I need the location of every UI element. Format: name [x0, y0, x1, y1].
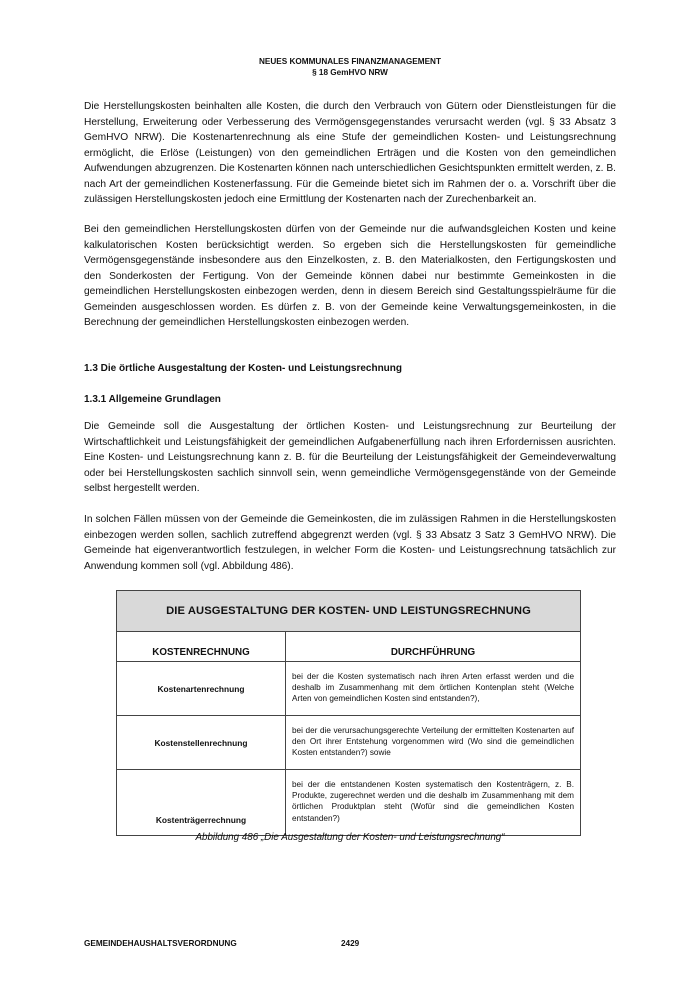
row-name: Kostenträgerrechnung: [117, 770, 286, 836]
kostenrechnung-table: [116, 590, 581, 836]
row-name: Kostenstellenrechnung: [117, 716, 286, 770]
paragraph-grundlagen: Die Gemeinde soll die Ausgestaltung der örtlichen Kosten- und Leistungsrechnung zur Beurteilung der Wirtschaftlichkeit und Leistungsfähigkeit der gemeindlichen Aufgabenerfüllung nach ihren Erfordernissen ausrichten. Eine Kosten- und Leistungsrechnung kann z. B. für die Beurteilung der Leistungsfähigkeit der Gemeindeverwaltung oder bei Herstellungskosten sachlich sinnvoll sein, wenn gemeindliche Vermögensgegenstände von der Gemeinde selbst hergestellt werden.: [84, 421, 616, 494]
footer-title: GEMEINDEHAUSHALTSVERORDNUNG: [84, 939, 237, 948]
column-header-durchfuehrung: DURCHFÜHRUNG: [286, 632, 581, 662]
row-name: Kostenartenrechnung: [117, 662, 286, 716]
column-header-kostenrechnung: KOSTENRECHNUNG: [117, 632, 286, 662]
table-title: DIE AUSGESTALTUNG DER KOSTEN- UND LEISTUNGSRECHNUNG: [117, 591, 581, 632]
row-description: bei der die entstandenen Kosten systematisch den Kostenträgern, z. B. Produkte, zugerechnet werden und die deshalb im Zusammenhang mit dem örtlichen Produktplan steht (Wofür sind die gemeindlichen Kosten entstanden?): [286, 770, 581, 836]
table-row: [117, 770, 581, 836]
paragraph-herstellungskosten: Die Herstellungskosten beinhalten alle Kosten, die durch den Verbrauch von Gütern oder Dienstleistungen für die Herstellung, Erweiterung oder Verbesserung des Vermögensgegenstandes verursacht werden (vgl. § 33 Absatz 3 GemHVO NRW). Die Kostenartenrechnung als eine Stufe der gemeindlichen Kosten- und Leistungsrechnung ermöglicht, die Erlöse (Leistungen) von den gemeindlichen Erträgen und die Kosten von den gemeindlichen Aufwendungen abzugrenzen. Die Kostenarten können nach unterschiedlichen Gesichtspunkten ermittelt werden, z. B. nach Art der gemeindlichen Kostenerfassung. Für die Gemeinde bietet sich im Rahmen der o. a. Vorschrift über die zulässigen Herstellungskosten jedoch eine Ermittlung der Kostenarten nach der Zurechenbarkeit an.: [84, 101, 616, 205]
figure-caption: Abbildung 486 „Die Ausgestaltung der Kosten- und Leistungsrechnung“: [195, 832, 505, 843]
row-description: bei der die verursachungsgerechte Verteilung der ermittelten Kostenarten auf den Ort ihrer Entstehung vorgenommen wird (Wo sind die gemeindlichen Kosten entstanden?) sowie: [286, 716, 581, 770]
page-number: 2429: [341, 939, 360, 948]
row-description: bei der die Kosten systematisch nach ihren Arten erfasst werden und die deshalb im Zusammenhang mit dem örtlichen Kontenplan steht (Welche Arten von gemeindlichen Kosten sind entstanden?),: [286, 662, 581, 716]
paragraph-gemeinkosten-abgrenzung: In solchen Fällen müssen von der Gemeinde die Gemeinkosten, die im zulässigen Rahmen in die Herstellungskosten einbezogen werden sollen, sachlich zutreffend abgegrenzt werden (vgl. § 33 Absatz 3 Satz 3 GemHVO NRW). Die Gemeinde hat eigenverantwortlich festzulegen, in welcher Form die Kosten- und Leistungsrechnung tatsächlich zur Anwendung kommen soll (vgl. Abbildung 486).: [84, 514, 616, 572]
header-subtitle: § 18 GemHVO NRW: [312, 67, 388, 77]
table-row: [117, 716, 581, 770]
paragraph-gemeinkosten: Bei den gemeindlichen Herstellungskosten dürfen von der Gemeinde nur die aufwandsgleichen Kosten und keine kalkulatorischen Kosten berücksichtigt werden. So ergeben sich die Herstellungskosten für gemeindliche Vermögensgegenstände insbesondere aus den Einzelkosten, z. B. den Materialkosten, den Fertigungskosten und den Sonderkosten der Fertigung. Von der Gemeinde können dabei nur bestimmte Gemeinkosten in die gemeindlichen Herstellungskosten einbezogen werden, denn in diesem Bereich sind Gestaltungsspielräume für die Gemeinden ausgeschlossen worden. Es dürfen z. B. von der Gemeinde keine Verwaltungsgemeinkosten, in die Berechnung der gemeindlichen Herstellungskosten einbezogen werden.: [84, 224, 616, 328]
header-title: NEUES KOMMUNALES FINANZMANAGEMENT: [259, 57, 441, 66]
page-header: [0, 57, 700, 78]
section-heading-1-3-1: 1.3.1 Allgemeine Grundlagen: [84, 394, 221, 405]
table-row: [117, 662, 581, 716]
section-heading-1-3: 1.3 Die örtliche Ausgestaltung der Kosten- und Leistungsrechnung: [84, 363, 402, 374]
